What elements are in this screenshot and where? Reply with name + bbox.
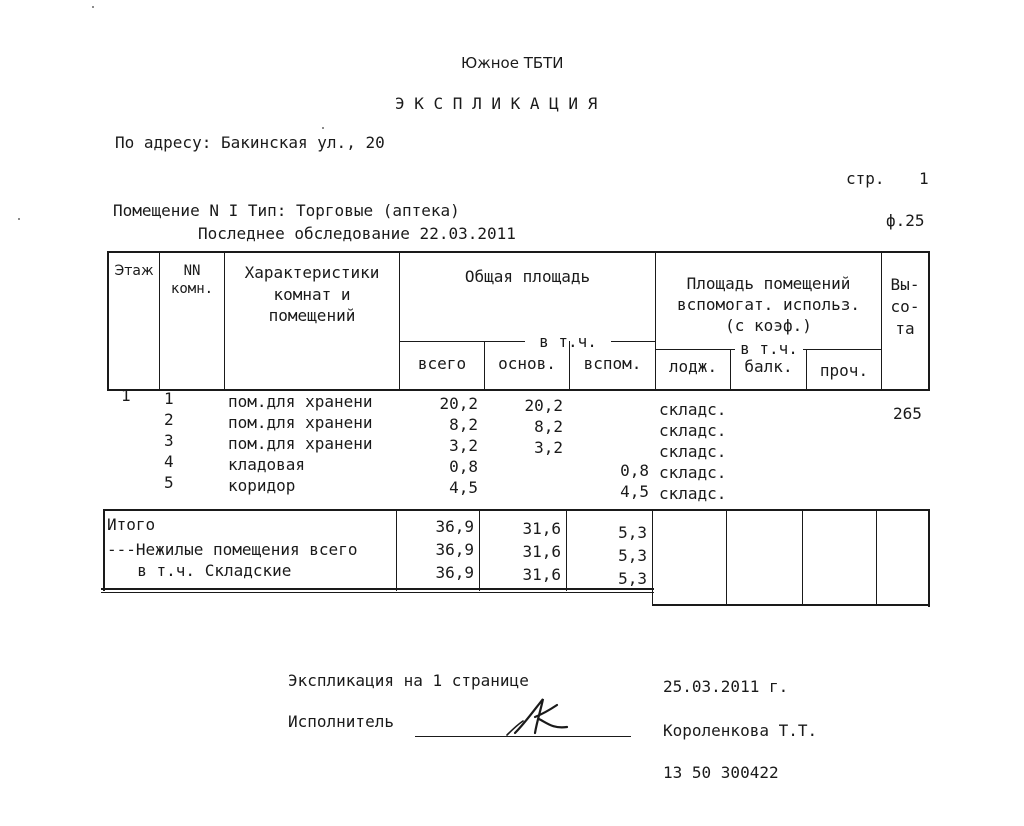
row-note: складс. [659,484,727,503]
row-nn: 1 [164,389,174,408]
head-other: проч. [819,361,869,380]
totals-total: 36,9 [435,540,474,559]
totals-main: 31,6 [522,565,561,584]
head-main: основ. [498,354,556,373]
row-total: 20,2 [439,394,478,413]
row-name: пом.для хранени [228,413,373,432]
row-name: пом.для хранени [228,434,373,453]
row-nn: 4 [164,452,174,471]
head-aux-area-3: (с коэф.) [725,316,812,335]
scan-speck [92,6,94,8]
totals-bottom-border-right [652,604,930,606]
totals-main: 31,6 [522,542,561,561]
head-floor: Этаж [114,263,154,279]
totals-aux: 5,3 [618,546,647,565]
totals-total: 36,9 [435,517,474,536]
row-aux: 4,5 [620,482,649,501]
incl-line-left [399,341,525,342]
page-label: стр. [846,169,885,188]
executor-name: Короленкова Т.Т. [663,721,818,740]
totals-top-border [103,509,930,511]
scan-speck [322,127,324,129]
totals-divider-other [876,509,877,606]
scan-speck [18,218,20,220]
head-char-2: комнат и [273,285,351,304]
floor-number: 1 [121,386,131,405]
totals-label: в т.ч. Складские [118,561,292,580]
premises-info: Помещение N I Тип: Торговые (аптека) [113,201,460,220]
totals-divider-aux [652,509,653,606]
row-nn: 2 [164,410,174,429]
row-note: складс. [659,400,727,419]
row-name: кладовая [228,455,306,474]
row-total: 4,5 [449,478,478,497]
head-balcony: балк. [744,357,793,376]
totals-bottom-border-2 [101,592,654,593]
head-height-2: со- [890,297,920,316]
head-total: всего [417,354,467,373]
totals-label: Итого [107,515,156,534]
head-nn-2: комн. [170,281,214,297]
row-total: 8,2 [449,415,478,434]
head-aux: вспом. [583,354,642,373]
address: По адресу: Бакинская ул., 20 [115,133,385,152]
last-survey: Последнее обследование 22.03.2011 [198,224,516,243]
head-total-area: Общая площадь [464,267,591,286]
incl2-line-right [803,349,881,350]
row-total: 3,2 [449,436,478,455]
row-note: складс. [659,463,727,482]
page-number: 1 [919,169,929,188]
head-height-1: Вы- [890,275,920,294]
doc-title: Э К С П Л И К А Ц И Я [395,94,598,113]
row-nn: 5 [164,473,174,492]
table-right-border [928,251,930,391]
totals-total: 36,9 [435,563,474,582]
row-main: 8,2 [534,417,563,436]
totals-main: 31,6 [522,519,561,538]
row-note: складс. [659,442,727,461]
incl-line-right [611,341,655,342]
head-char-1: Характеристики [244,263,380,282]
head-incl2: в т.ч. [740,339,798,358]
executor-label: Исполнитель [288,712,394,731]
totals-aux: 5,3 [618,523,647,542]
height-value: 265 [893,404,922,423]
head-incl: в т.ч. [539,332,597,351]
totals-divider-balcony [802,509,803,606]
pages-note: Экспликация на 1 странице [288,671,529,690]
head-aux-area-1: Площадь помещений [686,274,851,293]
org-name: Южное ТБТИ [461,54,564,72]
totals-bottom-border [101,588,654,590]
signature-mark [505,695,585,740]
row-note: складс. [659,421,727,440]
totals-aux: 5,3 [618,569,647,588]
totals-label: ---Нежилые помещения всего [107,540,358,559]
head-loggia: лодж. [668,357,718,376]
incl2-line-left [655,349,735,350]
head-nn-1: NN [183,263,201,279]
table-top-border [107,251,930,253]
row-main: 3,2 [534,438,563,457]
head-aux-area-2: вспомогат. использ. [676,295,861,314]
row-main: 20,2 [524,396,563,415]
row-name: пом.для хранени [228,392,373,411]
row-total: 0,8 [449,457,478,476]
totals-divider-loggia [726,509,727,606]
totals-right-border [928,509,930,607]
totals-left-border [103,509,105,591]
issue-date: 25.03.2011 г. [663,677,789,696]
head-char-3: помещений [268,306,356,325]
row-aux: 0,8 [620,461,649,480]
row-nn: 3 [164,431,174,450]
form-number: ф.25 [886,211,925,230]
row-name: коридор [228,476,296,495]
head-height-3: та [895,319,915,338]
document-code: 13 50 300422 [663,763,779,782]
